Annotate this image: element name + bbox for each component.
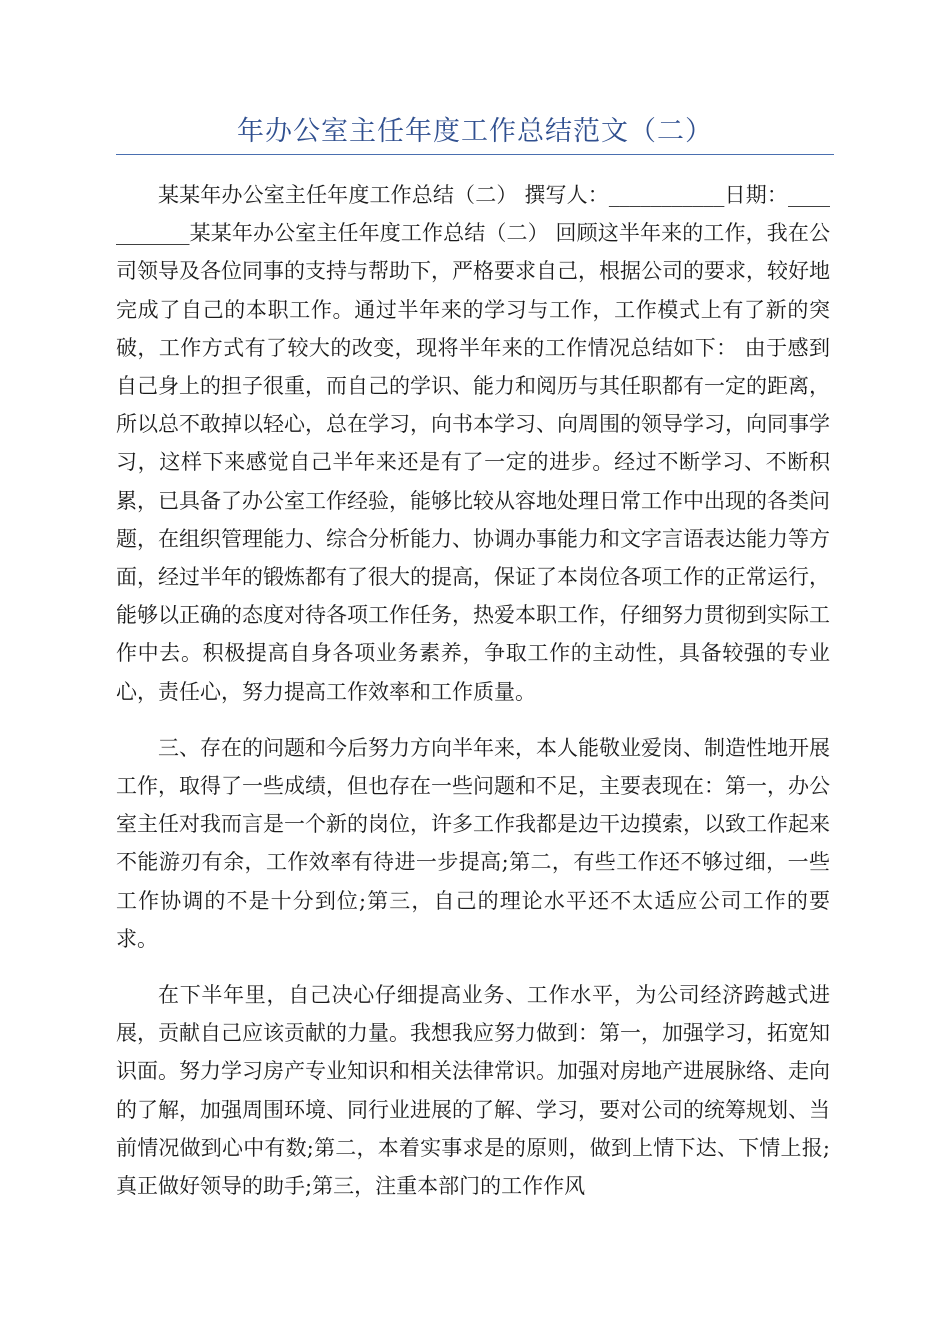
paragraph-3: 在下半年里，自己决心仔细提高业务、工作水平，为公司经济跨越式进展，贡献自己应该贡献的力量。我想我应努力做到：第一，加强学习，拓宽知识面。努力学习房产专业知识和相关法律常识。加强对房地产进展脉络、走向的了解，加强周围环境、同行业进展的了解、学习，要对公司的统筹规划、当前情况做到心中有数;第二，本着实事求是的原则，做到上情下达、下情上报;真正做好领导的助手;第三，注重本部门的工作作风 xyxy=(116,983,830,1199)
document-body xyxy=(116,176,830,1205)
paragraph-2: 三、存在的问题和今后努力方向半年来，本人能敬业爱岗、制造性地开展工作，取得了一些成绩，但也存在一些问题和不足，主要表现在：第一，办公室主任对我而言是一个新的岗位，许多工作我都是边干边摸索，以致工作起来不能游刃有余，工作效率有待进一步提高;第二，有些工作还不够过细，一些工作协调的不是十分到位;第三，自己的理论水平还不太适应公司工作的要求。 xyxy=(116,735,830,951)
title-block xyxy=(116,112,834,155)
title-underline xyxy=(116,154,834,155)
paragraph-1: 某某年办公室主任年度工作总结（二） 撰写人：___________日期：___________某某年办公室主任年度工作总结（二） 回顾这半年来的工作，我在公司领导及各位同事的支持与帮助下，严格要求自己，根据公司的要求，较好地完成了自己的本职工作。通过半年来的学习与工作，工作模式上有了新的突破，工作方式有了较大的改变，现将半年来的工作情况总结如下： 由于感到自己身上的担子很重，而自己的学识、能力和阅历与其任职都有一定的距离，所以总不敢掉以轻心，总在学习，向书本学习、向周围的领导学习，向同事学习，这样下来感觉自己半年来还是有了一定的进步。经过不断学习、不断积累，已具备了办公室工作经验，能够比较从容地处理日常工作中出现的各类问题，在组织管理能力、综合分析能力、协调办事能力和文字言语表达能力等方面，经过半年的锻炼都有了很大的提高，保证了本岗位各项工作的正常运行，能够以正确的态度对待各项工作任务，热爱本职工作，仔细努力贯彻到实际工作中去。积极提高自身各项业务素养，争取工作的主动性，具备较强的专业心，责任心，努力提高工作效率和工作质量。 xyxy=(116,183,830,704)
document-title: 年办公室主任年度工作总结范文（二） xyxy=(237,116,713,147)
